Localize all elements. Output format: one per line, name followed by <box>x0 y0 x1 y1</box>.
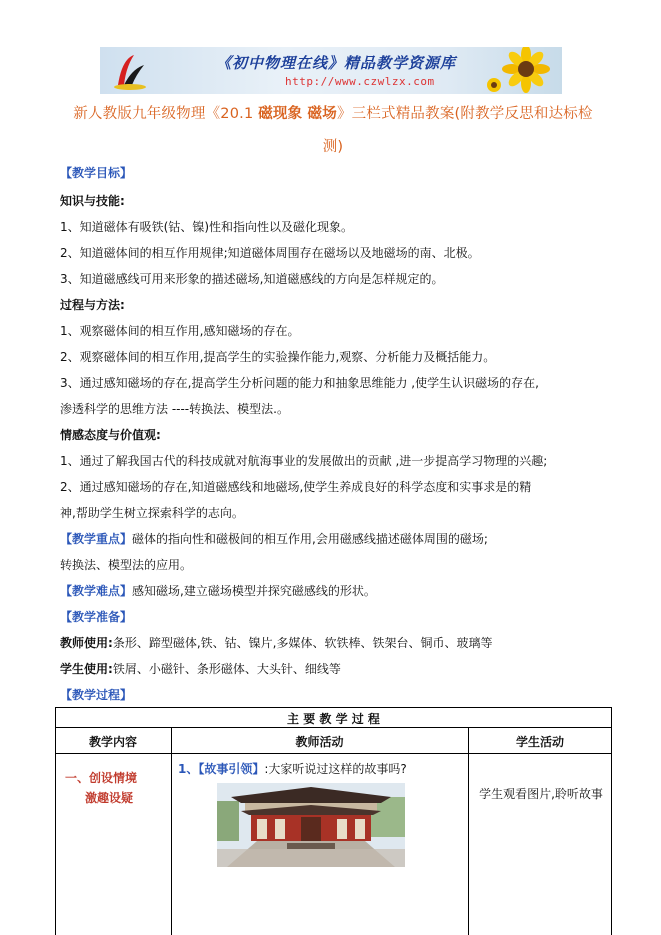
table-caption: 主 要 教 学 过 程 <box>287 712 380 726</box>
teacher-materials <box>60 634 492 652</box>
row1-student-activity: 学生观看图片,聆听故事 <box>479 787 603 801</box>
page-title: 新人教版九年级物理《20.1 磁现象 磁场》三栏式精品教案(附教学反思和达标检 测) <box>73 106 593 155</box>
col-header-content: 教学内容 <box>88 735 137 749</box>
procedure-heading: 【教学过程】 <box>60 688 133 702</box>
process-item-2: 2、观察磁体间的相互作用,提高学生的实验操作能力,观察、分析能力及概括能力。 <box>60 350 496 364</box>
row1-teacher-activity <box>178 760 463 777</box>
goals-heading: 【教学目标】 <box>60 166 133 180</box>
row1-content-line1: 一、创设情境 <box>65 771 138 785</box>
key-points-label: 【教学重点】 <box>60 532 133 546</box>
col-header-student: 学生活动 <box>515 735 564 749</box>
preparation-heading: 【教学准备】 <box>60 610 133 624</box>
process-item-1: 1、观察磁体间的相互作用,感知磁场的存在。 <box>60 324 300 338</box>
col-header-teacher: 教师活动 <box>295 735 344 749</box>
attitude-item-2-cont: 神,帮助学生树立探索科学的志向。 <box>60 506 244 520</box>
teacher-materials-text: 条形、蹄型磁体,铁、钴、镍片,多媒体、软铁棒、铁架台、铜币、玻璃等 <box>112 636 493 650</box>
row1-content-line2: 激趣设疑 <box>85 791 134 805</box>
key-points-cont: 转换法、模型法的应用。 <box>60 558 193 572</box>
difficulty-text: 感知磁场,建立磁场模型并探究磁感线的形状。 <box>132 584 376 598</box>
sunflower-icon <box>482 47 560 94</box>
student-materials-text: 铁屑、小磁针、条形磁体、大头针、细线等 <box>112 662 341 676</box>
difficulty <box>60 582 376 600</box>
knowledge-item-2: 2、知道磁体间的相互作用规律;知道磁体周围存在磁场以及地磁场的南、北极。 <box>60 246 480 260</box>
process-item-3: 3、通过感知磁场的存在,提高学生分析问题的能力和抽象思维能力 ,使学生认识磁场的存在, <box>60 376 539 390</box>
key-points-text: 磁体的指向性和磁极间的相互作用,会用磁感线描述磁体周围的磁场; <box>132 532 488 546</box>
knowledge-item-3: 3、知道磁感线可用来形象的描述磁场,知道磁感线的方向是怎样规定的。 <box>60 272 444 286</box>
student-materials <box>60 660 341 678</box>
banner-title: 《初中物理在线》精品教学资源库 <box>216 54 457 72</box>
row1-teacher-text: :大家听说过这样的故事吗? <box>264 762 407 776</box>
knowledge-heading: 知识与技能: <box>60 194 125 208</box>
header-banner <box>100 47 562 94</box>
attitude-item-2: 2、通过感知磁场的存在,知道磁感线和地磁场,使学生养成良好的科学态度和实事求是的精 <box>60 480 532 494</box>
attitude-heading: 情感态度与价值观: <box>60 428 161 442</box>
process-item-3-cont: 渗透科学的思维方法 ----转换法、模型法.。 <box>60 402 289 416</box>
procedure-table <box>55 707 612 935</box>
key-points <box>60 530 488 548</box>
teacher-materials-label: 教师使用: <box>60 636 113 650</box>
banner-url: http://www.czwlzx.com <box>285 75 435 88</box>
student-materials-label: 学生使用: <box>60 662 113 676</box>
difficulty-label: 【教学难点】 <box>60 584 133 598</box>
knowledge-item-1: 1、知道磁体有吸铁(钴、镍)性和指向性以及磁化现象。 <box>60 220 354 234</box>
row1-teacher-num: 1、 <box>178 762 199 776</box>
row1-teacher-tag: 【故事引领】 <box>198 762 265 776</box>
pavilion-photo <box>217 783 405 867</box>
logo-icon <box>110 51 150 91</box>
process-heading: 过程与方法: <box>60 298 125 312</box>
attitude-item-1: 1、通过了解我国古代的科技成就对航海事业的发展做出的贡献 ,进一步提高学习物理的兴趣; <box>60 454 548 468</box>
